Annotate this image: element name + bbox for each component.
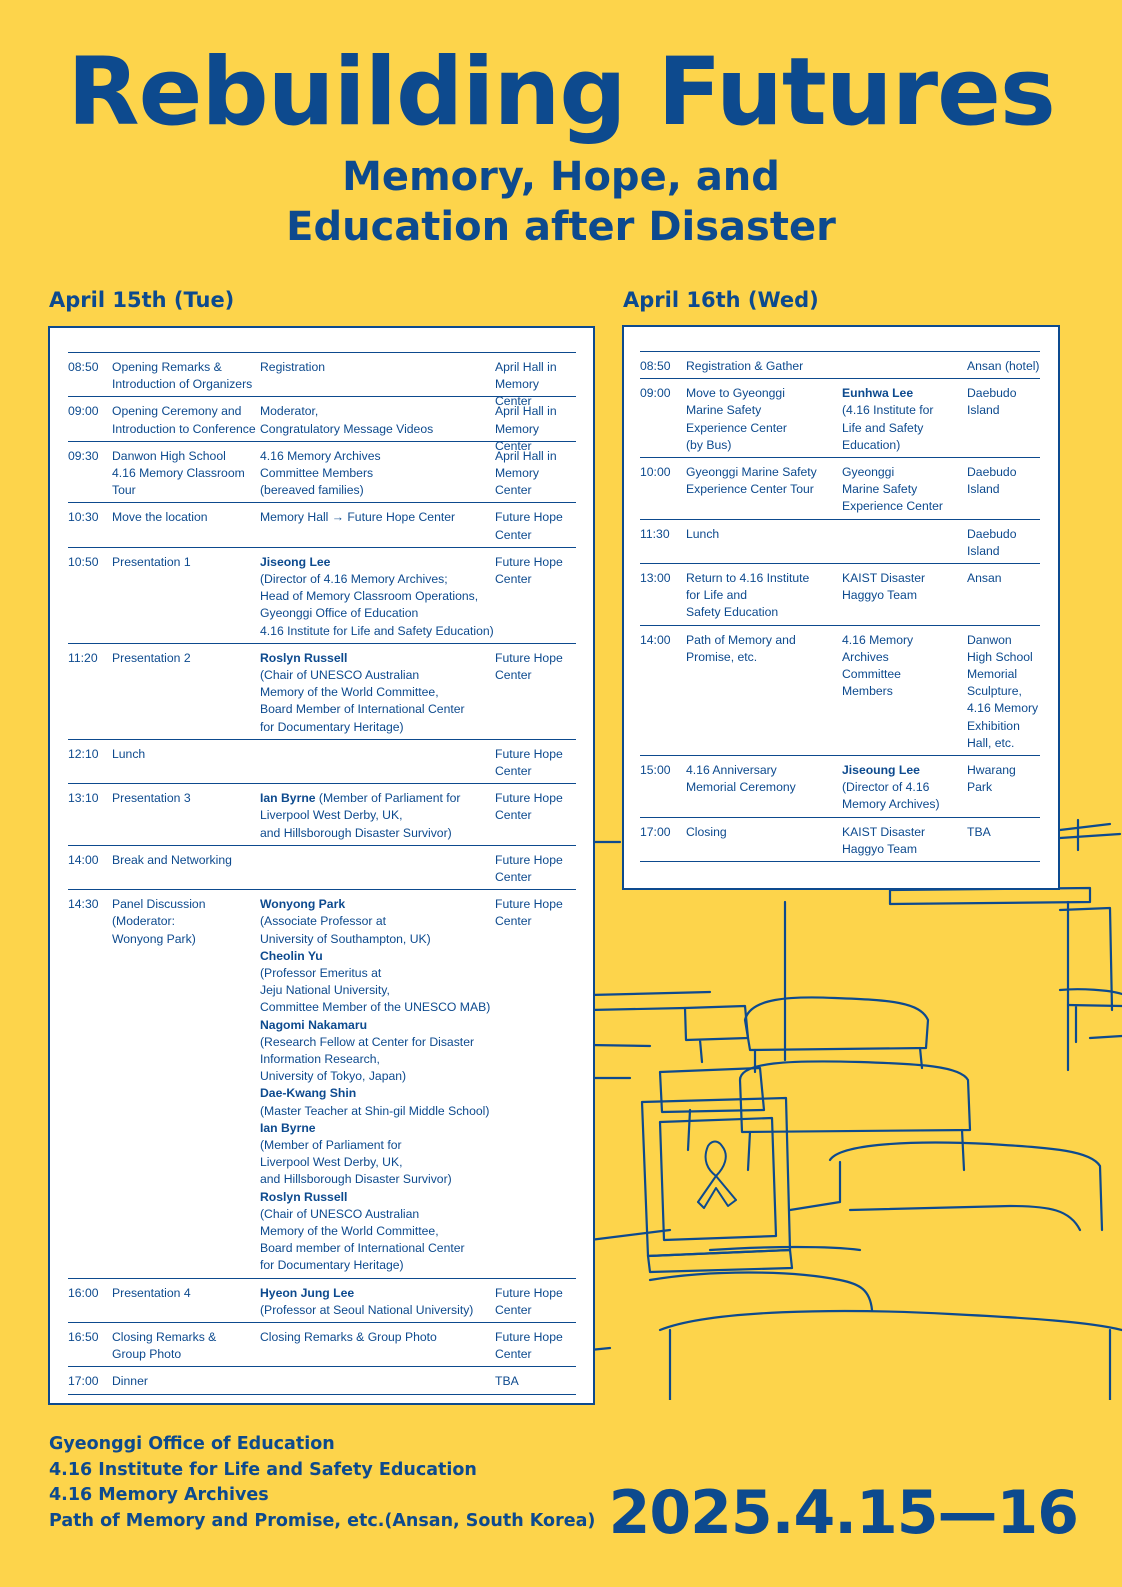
venue-cell (495, 509, 563, 543)
session-line: Presentation 2 (112, 650, 191, 665)
venue-line: Center (495, 571, 532, 586)
speaker-detail-line: (4.16 Institute for (842, 403, 934, 418)
venue-line: Danwon (967, 632, 1012, 647)
session-line: Move to Gyeonggi (686, 386, 785, 401)
speaker-detail-line: Board Member of International Center (260, 702, 465, 717)
venue-cell (967, 762, 1040, 796)
session-cell (112, 746, 145, 763)
venue-cell (967, 824, 991, 841)
speaker-name: Roslyn Russell (260, 650, 348, 665)
venue-line: Future Hope (495, 554, 563, 569)
speaker-name: Cheolin Yu (260, 948, 323, 963)
day2-schedule-row (640, 351, 1040, 378)
speaker-detail-line: Registration (260, 360, 326, 374)
venue-line: Future Hope (495, 746, 563, 761)
speaker-detail-line: Information Research, (260, 1051, 380, 1066)
speaker-name: Roslyn Russell (260, 1189, 348, 1204)
speaker-cell (842, 385, 933, 454)
session-line: Presentation 4 (112, 1285, 191, 1300)
session-cell (686, 762, 796, 796)
day2-schedule-row (640, 625, 1040, 755)
time-cell: 12:10 (68, 746, 99, 761)
day1-schedule-row (68, 396, 576, 453)
speaker-cell (260, 790, 461, 842)
speaker-cell (260, 448, 381, 500)
session-line: Opening Ceremony and (112, 404, 242, 419)
session-cell (686, 526, 719, 543)
venue-cell (967, 570, 1002, 587)
organizer: Gyeonggi Office of Education (49, 1434, 335, 1454)
speaker-detail-line: Moderator, (260, 404, 319, 419)
speaker-detail-line: (Chair of UNESCO Australian (260, 1206, 420, 1221)
time-cell: 13:00 (640, 570, 671, 585)
venue-line: Memory Center (495, 465, 540, 498)
venue-line: Center (495, 667, 532, 682)
speaker-cell (842, 570, 925, 604)
speaker-cell (260, 359, 325, 376)
venue-line: April Hall in (495, 448, 557, 463)
venue-line: Memorial (967, 666, 1018, 681)
speaker-detail-line: Education) (842, 437, 901, 452)
session-cell (112, 1329, 216, 1363)
session-line: Lunch (686, 526, 720, 541)
speaker-cell (842, 632, 913, 701)
venue-cell (495, 1373, 519, 1390)
venue-line: High School (967, 649, 1033, 664)
time-cell: 13:10 (68, 791, 99, 806)
organizer: 4.16 Memory Archives (49, 1485, 269, 1505)
speaker-detail-line: 4.16 Institute for Life and Safety Education) (260, 623, 494, 638)
venue-line: Center (495, 763, 532, 778)
speaker-name: Jiseong Lee (260, 554, 331, 569)
subtitle-line-1: Memory, Hope, and (342, 154, 780, 200)
session-line: Safety Education (686, 605, 779, 620)
session-cell (112, 1373, 148, 1390)
speaker-detail-line: Life and Safety (842, 420, 924, 435)
day2-schedule-panel (622, 325, 1060, 890)
session-cell (112, 650, 191, 667)
speaker-detail-line: for Documentary Heritage) (260, 1258, 404, 1273)
session-cell (686, 358, 803, 375)
venue-line: Daebudo (967, 386, 1017, 401)
speaker-detail-line: (Research Fellow at Center for Disaster (260, 1034, 475, 1049)
session-cell (112, 1285, 191, 1302)
session-line: Presentation 3 (112, 791, 191, 806)
session-cell (112, 554, 191, 571)
venue-line: Center (495, 914, 532, 929)
venue-line: TBA (967, 824, 991, 839)
venue-line: Ansan (967, 570, 1002, 585)
venue-line: April Hall in (495, 360, 557, 374)
session-line: Memorial Ceremony (686, 780, 796, 795)
speaker-detail-line: 4.16 Memory Archives (260, 448, 381, 463)
venue-cell (495, 650, 563, 684)
speaker-line: Ian Byrne (Member of Parliament for (260, 791, 461, 806)
time-cell: 10:50 (68, 554, 99, 569)
session-line: Danwon High School (112, 448, 226, 463)
venue-line: TBA (495, 1374, 519, 1389)
speaker-detail-line: Congratulatory Message Videos (260, 421, 434, 436)
speaker-detail-line: (Associate Professor at (260, 914, 386, 929)
speaker-cell (260, 554, 494, 640)
speaker-detail-line: Head of Memory Classroom Operations, (260, 589, 479, 604)
time-cell: 08:50 (640, 359, 671, 373)
speaker-detail-line: University of Tokyo, Japan) (260, 1069, 407, 1084)
venue-line: Future Hope (495, 510, 563, 525)
speaker-detail-line: Haggyo Team (842, 588, 917, 603)
speaker-detail-line: Experience Center (842, 499, 943, 514)
session-line: Experience Center Tour (686, 482, 814, 497)
venue-line: Future Hope (495, 897, 563, 912)
venue-line: Center (495, 1347, 532, 1362)
session-cell (112, 896, 205, 948)
venue-line: Center (495, 1302, 532, 1317)
day1-schedule-row (68, 352, 576, 409)
venue-cell (495, 448, 576, 500)
speaker-detail-line: Board member of International Center (260, 1241, 465, 1256)
session-line: Closing Remarks & (112, 1329, 217, 1344)
event-date: 2025.4.15—16 (608, 1478, 1078, 1548)
speaker-detail-line: (Director of 4.16 (842, 780, 930, 795)
session-line: Closing (686, 824, 727, 839)
venue-cell (495, 896, 563, 930)
speaker-detail-line: University of Southampton, UK) (260, 931, 431, 946)
venue-line: Center (495, 527, 532, 542)
speaker-cell (260, 1285, 473, 1319)
day1-schedule-row (68, 441, 576, 503)
time-cell: 17:00 (640, 824, 671, 839)
day2-schedule-row (640, 378, 1040, 457)
day1-schedule-row (68, 845, 576, 889)
venue-line: Future Hope (495, 650, 563, 665)
speaker-detail-line: Committee (842, 666, 901, 681)
session-cell (686, 385, 787, 454)
speaker-cell (842, 824, 925, 858)
venue-line: Hwarang Park (967, 762, 1016, 795)
speaker-detail-line: Archives (842, 649, 889, 664)
organizers-list (49, 1432, 595, 1534)
venue-cell (495, 1285, 563, 1319)
venue-cell (967, 358, 1040, 375)
session-cell (112, 509, 208, 526)
speaker-detail-line: (Master Teacher at Shin-gil Middle School) (260, 1103, 490, 1118)
time-cell: 09:00 (68, 404, 99, 419)
session-line: Group Photo (112, 1347, 182, 1362)
speaker-detail-line: (bereaved families) (260, 483, 364, 498)
venue-line: Future Hope (495, 1285, 563, 1300)
venue-line: 4.16 Memory (967, 701, 1039, 716)
time-cell: 11:20 (68, 650, 98, 665)
day1-schedule-panel (48, 326, 595, 1405)
speaker-detail-line: Memory of the World Committee, (260, 685, 439, 700)
day1-schedule-row (68, 1322, 576, 1366)
day1-schedule-row (68, 783, 576, 845)
day1-schedule-row (68, 502, 576, 546)
session-line: 4.16 Anniversary (686, 762, 777, 777)
session-line: Move the location (112, 510, 208, 525)
venue-line: Future Hope (495, 791, 563, 806)
poster-title: Rebuilding Futures (67, 38, 1055, 147)
speaker-cell (260, 896, 490, 1274)
subtitle-line-2: Education after Disaster (286, 204, 836, 250)
venue-line: Daebudo (967, 526, 1017, 541)
venue-cell (967, 526, 1016, 560)
speaker-detail-line: (Chair of UNESCO Australian (260, 667, 420, 682)
speaker-detail-line: (Director of 4.16 Memory Archives; (260, 571, 448, 586)
venue-cell (495, 790, 563, 824)
time-cell: 14:00 (640, 632, 671, 647)
venue-line: Hall, etc. (967, 735, 1015, 750)
session-line: Tour (112, 483, 136, 498)
venue-cell (967, 385, 1016, 419)
day2-schedule-row (640, 563, 1040, 625)
speaker-name: Ian Byrne (260, 791, 316, 806)
venue-line: Island (967, 543, 1000, 558)
session-line: Introduction of Organizers (112, 377, 253, 392)
venue-line: Ansan (hotel) (967, 359, 1040, 373)
speaker-name: Eunhwa Lee (842, 386, 914, 401)
speaker-detail-line: Memory of the World Committee, (260, 1224, 439, 1238)
speaker-detail-line: (Professor at Seoul National University) (260, 1302, 474, 1317)
venue-cell (967, 464, 1016, 498)
venue-line: Memory Center (495, 377, 540, 409)
session-cell (686, 464, 817, 498)
session-line: Dinner (112, 1374, 148, 1389)
time-cell: 14:30 (68, 897, 99, 912)
session-line: Registration & Gather (686, 359, 804, 373)
day1-schedule-row (68, 547, 576, 643)
venue-cell (967, 632, 1038, 752)
session-cell (112, 852, 232, 869)
speaker-detail-line: Memory Archives) (842, 797, 940, 812)
day2-schedule-row (640, 755, 1040, 817)
day2-schedule-row (640, 817, 1040, 862)
speaker-cell (260, 1329, 437, 1346)
day2-heading: April 16th (Wed) (623, 288, 819, 312)
speaker-detail-line: and Hillsborough Disaster Survivor) (260, 1172, 452, 1187)
venue-cell (495, 554, 563, 588)
organizer: 4.16 Institute for Life and Safety Education (49, 1459, 477, 1480)
session-cell (112, 790, 191, 807)
day1-schedule-row (68, 1278, 576, 1322)
speaker-detail-line: 4.16 Memory (842, 632, 914, 647)
day2-schedule-table (640, 351, 1040, 862)
venue-line: Future Hope (495, 1329, 563, 1344)
speaker-detail-line: KAIST Disaster (842, 570, 926, 585)
time-cell: 10:00 (640, 464, 671, 479)
time-cell: 09:30 (68, 448, 99, 463)
session-cell (686, 824, 727, 841)
session-line: Break and Networking (112, 852, 232, 867)
venue-line: Memory Center (495, 421, 540, 453)
speaker-cell (842, 762, 940, 814)
time-cell: 16:50 (68, 1329, 99, 1344)
session-cell (112, 403, 256, 437)
session-cell (112, 448, 245, 500)
day1-schedule-row (68, 889, 576, 1277)
speaker-name: Nagomi Nakamaru (260, 1017, 368, 1032)
session-line: Introduction to Conference (112, 421, 256, 436)
venue-line: Future Hope (495, 852, 563, 867)
venue-line: April Hall in (495, 404, 557, 419)
speaker-detail-line: Memory Hall → Future Hope Center (260, 510, 456, 525)
time-cell: 17:00 (68, 1374, 99, 1389)
day1-schedule-row (68, 643, 576, 739)
session-line: Path of Memory and (686, 632, 796, 647)
speaker-detail-line: Committee Members (260, 465, 374, 480)
time-cell: 11:30 (640, 526, 670, 541)
memorial-frame (642, 1098, 792, 1272)
day1-schedule-row (68, 739, 576, 783)
session-line: (Moderator: (112, 914, 175, 929)
speaker-detail-line: Jeju National University, (260, 983, 390, 998)
venue-cell (495, 852, 563, 886)
venue-line: Exhibition (967, 718, 1020, 733)
session-line: (by Bus) (686, 437, 732, 452)
speaker-detail-line: Gyeonggi (842, 464, 895, 479)
speaker-detail-line: Liverpool West Derby, UK, (260, 1155, 403, 1170)
time-cell: 14:00 (68, 852, 99, 867)
venue-line: Island (967, 403, 1000, 418)
time-cell: 08:50 (68, 360, 99, 374)
day1-schedule-row (68, 1366, 576, 1394)
session-line: for Life and (686, 588, 747, 603)
venue-line: Center (495, 808, 532, 823)
speaker-detail-line: Marine Safety (842, 482, 918, 497)
speaker-detail-line: and Hillsborough Disaster Survivor) (260, 825, 452, 840)
session-cell (112, 359, 252, 393)
venue-line: Island (967, 482, 1000, 497)
speaker-detail-line: (Professor Emeritus at (260, 965, 382, 980)
speaker-detail-line: Haggyo Team (842, 841, 917, 856)
speaker-cell (260, 509, 455, 526)
day2-schedule-row (640, 519, 1040, 563)
session-line: Opening Remarks & (112, 360, 222, 374)
session-line: 4.16 Memory Classroom (112, 465, 245, 480)
speaker-name: Hyeon Jung Lee (260, 1285, 355, 1300)
speaker-detail-line: Gyeonggi Office of Education (260, 606, 419, 621)
day1-schedule-table (68, 352, 576, 1395)
time-cell: 15:00 (640, 762, 671, 777)
speaker-name: Dae-Kwang Shin (260, 1086, 357, 1101)
day1-heading: April 15th (Tue) (49, 288, 235, 312)
speaker-name: Ian Byrne (260, 1120, 316, 1135)
speaker-detail-line: KAIST Disaster (842, 824, 926, 839)
venue-line: Center (495, 869, 532, 884)
organizer: Path of Memory and Promise, etc.(Ansan, South Korea) (49, 1510, 596, 1531)
speaker-detail-line: Committee Member of the UNESCO MAB) (260, 1000, 491, 1015)
speaker-detail-line: Liverpool West Derby, UK, (260, 808, 403, 823)
session-cell (686, 632, 796, 666)
classroom-desks-illustration (590, 810, 1122, 1400)
venue-line: Daebudo (967, 464, 1017, 479)
poster-subtitle (0, 152, 1122, 252)
time-cell: 16:00 (68, 1285, 99, 1300)
session-line: Lunch (112, 746, 146, 761)
speaker-cell (260, 650, 465, 736)
speaker-detail-line: for Documentary Heritage) (260, 719, 404, 734)
time-cell: 09:00 (640, 386, 671, 401)
speaker-detail-line: Closing Remarks & Group Photo (260, 1329, 437, 1344)
session-line: Wonyong Park) (112, 931, 196, 946)
day2-schedule-row (640, 457, 1040, 519)
speaker-cell (842, 464, 943, 516)
yellow-ribbon-icon (698, 1142, 736, 1209)
time-cell: 10:30 (68, 510, 99, 525)
speaker-name: Wonyong Park (260, 897, 346, 912)
speaker-name: Jiseoung Lee (842, 762, 920, 777)
session-line: Experience Center (686, 420, 787, 435)
session-line: Return to 4.16 Institute (686, 570, 810, 585)
venue-cell (495, 746, 563, 780)
venue-line: Sculpture, (967, 684, 1022, 699)
session-line: Panel Discussion (112, 897, 206, 912)
speaker-cell (260, 403, 433, 437)
speaker-detail-line: (Member of Parliament for (260, 1137, 402, 1152)
session-line: Marine Safety (686, 403, 762, 418)
session-cell (686, 570, 809, 622)
session-line: Presentation 1 (112, 554, 191, 569)
venue-cell (495, 1329, 563, 1363)
session-line: Gyeonggi Marine Safety (686, 464, 817, 479)
speaker-detail-line: Members (842, 684, 893, 699)
session-line: Promise, etc. (686, 649, 758, 664)
